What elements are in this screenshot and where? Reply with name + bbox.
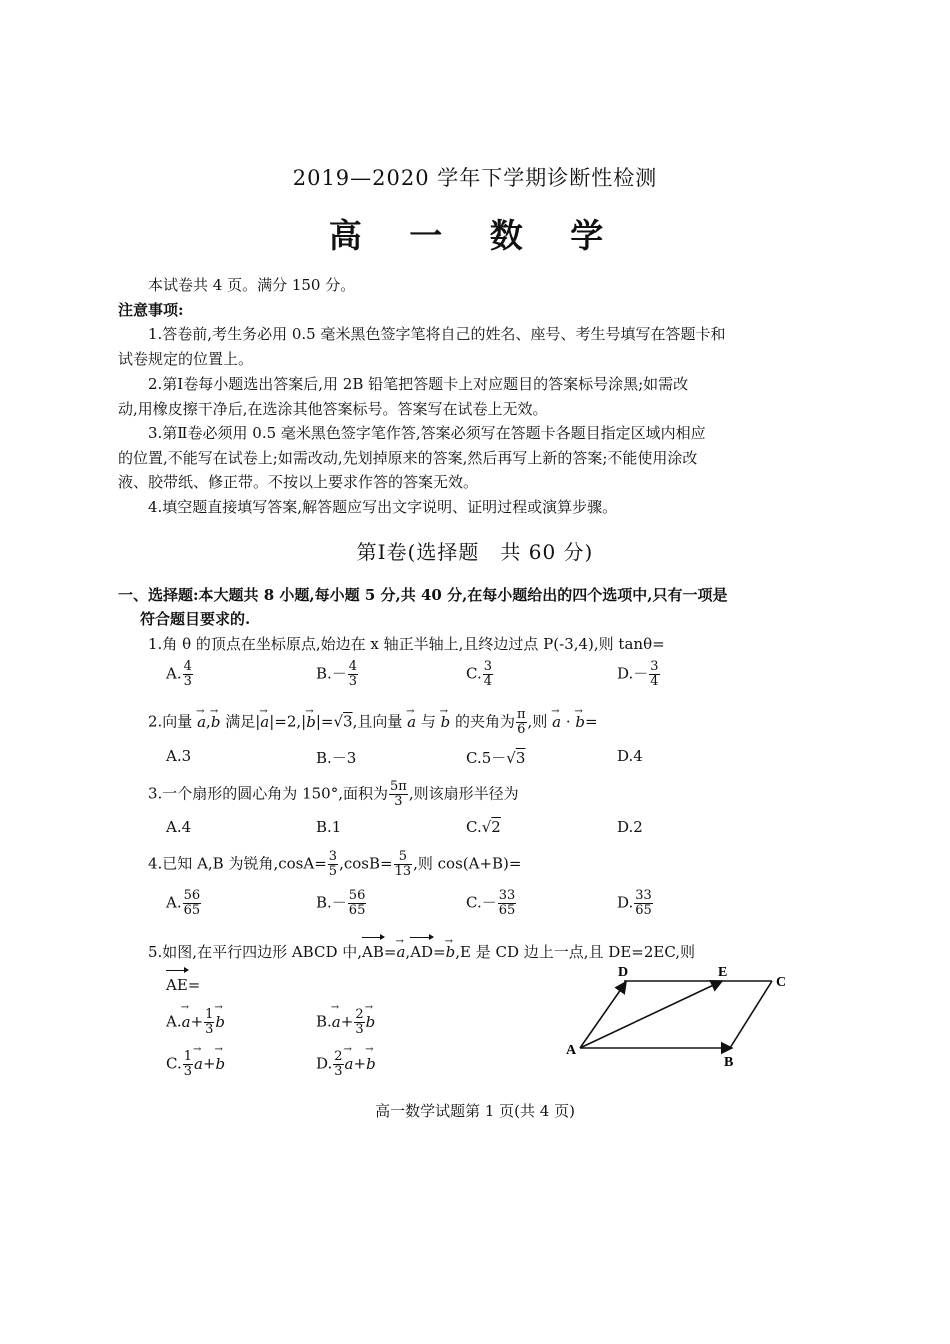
fraction-numerator: 3 — [483, 659, 492, 674]
fraction-denominator: 13 — [394, 864, 412, 879]
vertex-label-b: B — [724, 1055, 734, 1070]
plus-sign: + — [353, 1054, 367, 1073]
fraction-numerator: 4 — [183, 659, 192, 674]
q2-text-9: = — [584, 712, 598, 731]
vector-b: → b — [575, 710, 585, 735]
parallelogram-figure — [560, 960, 800, 1070]
q2-text-7: 的夹角为 — [450, 712, 515, 731]
vector-ad-arrow — [580, 982, 626, 1048]
q3-option-a: A.4 — [166, 818, 192, 836]
q2-option-d: D.4 — [617, 747, 643, 765]
q2-text-4: |= — [315, 712, 334, 731]
q4-option-d — [617, 889, 654, 918]
page-footer: 高一数学试题第 1 页(共 4 页) — [375, 1102, 575, 1120]
subject-title: 高 一 数 学 — [328, 216, 622, 255]
fraction-numerator: 5π — [389, 779, 407, 794]
q2-text-5: ,且向量 — [352, 712, 408, 731]
fraction-numerator: 1 — [205, 1007, 214, 1022]
q4-text-3: ,则 cos(A+B)= — [413, 854, 522, 873]
vector-a: → a — [552, 710, 561, 735]
q5-option-b-fraction — [354, 1008, 364, 1037]
q2-angle-fraction — [516, 708, 527, 737]
q1-option-b-fraction — [348, 660, 358, 689]
vector-b: → b — [366, 1055, 376, 1073]
q5-option-b — [316, 1008, 375, 1037]
q2-text-8: ,则 — [527, 712, 553, 731]
fraction-numerator: 33 — [635, 888, 652, 903]
q4-text-1: 4.已知 A,B 为锐角,cosA= — [148, 854, 327, 873]
fraction-denominator: 4 — [650, 674, 659, 689]
note-1-line-1: 1.答卷前,考生务必用 0.5 毫米黑色签字笔将自己的姓名、座号、考生号填写在答题卡和 — [148, 325, 726, 343]
fraction-numerator: 3 — [328, 849, 338, 864]
q4-option-b-fraction — [348, 889, 367, 918]
q4-cosA-fraction — [328, 850, 338, 879]
fraction-denominator: 6 — [517, 722, 526, 737]
plus-sign: + — [202, 1054, 216, 1073]
fraction-denominator: 65 — [183, 903, 201, 918]
q5-text-4: ,E 是 CD 边上一点,且 DE=2EC,则 — [455, 943, 696, 961]
q1-option-d-prefix: D.－ — [617, 664, 649, 683]
q4-option-d-prefix: D. — [617, 893, 634, 912]
fraction-denominator: 3 — [348, 674, 358, 689]
q3-option-d: D.2 — [617, 818, 643, 836]
q4-option-c — [466, 889, 517, 918]
q2-text-6: 与 — [416, 712, 441, 731]
vector-b: → b — [441, 710, 451, 735]
fraction-denominator: 3 — [183, 674, 192, 689]
q2-option-c-sqrt: 3 — [515, 749, 526, 767]
q5-option-c-prefix: C. — [166, 1054, 182, 1073]
fraction-denominator: 3 — [205, 1022, 214, 1037]
note-3-line-3: 液、胶带纸、修正带。不按以上要求作答的答案无效。 — [118, 473, 479, 491]
vector-AD: AD — [410, 940, 433, 965]
fraction-denominator: 3 — [334, 1064, 343, 1079]
q2-option-c: C.5－√3 — [466, 749, 526, 767]
fraction-denominator: 3 — [394, 794, 403, 809]
fraction-denominator: 5 — [328, 864, 338, 879]
q3-option-c: C.√2 — [466, 818, 501, 836]
fraction-denominator: 65 — [498, 903, 516, 918]
vector-b: → b — [211, 710, 221, 735]
q5-option-d — [316, 1050, 376, 1079]
q5-option-a — [166, 1008, 225, 1037]
notes-title: 注意事项: — [118, 301, 184, 319]
q5-option-a-prefix: A. — [166, 1012, 182, 1031]
q1-option-b — [316, 660, 359, 689]
exam-summary: 本试卷共 4 页。满分 150 分。 — [148, 276, 356, 294]
q4-option-a — [166, 889, 202, 918]
note-2-line-1: 2.第Ⅰ卷每小题选出答案后,用 2B 铅笔把答题卡上对应题目的答案标号涂黑;如需改 — [148, 375, 689, 393]
vector-b: → b — [216, 1055, 226, 1073]
q1-option-c — [466, 660, 494, 689]
q3-stem — [148, 780, 519, 809]
vector-b: → b — [366, 1013, 376, 1031]
fraction-numerator: 1 — [183, 1049, 192, 1064]
fraction-numerator: 5 — [394, 850, 413, 865]
vector-a: → a — [396, 940, 405, 965]
section-1-instruction-line-2: 符合题目要求的. — [140, 610, 251, 628]
note-3-line-2: 的位置,不能写在试卷上;如需改动,先划掉原来的答案,然后再写上新的答案;不能使用涂改 — [118, 449, 698, 467]
q2-sqrt-value: 3 — [343, 712, 353, 731]
fraction-numerator: 4 — [348, 659, 358, 674]
vertex-label-d: D — [618, 965, 629, 980]
note-1-line-2: 试卷规定的位置上。 — [118, 350, 254, 368]
q5-option-c-fraction — [183, 1050, 193, 1079]
q3-option-c-prefix: C. — [466, 818, 482, 836]
q2-option-a: A.3 — [166, 747, 192, 765]
vertex-label-c: C — [776, 975, 787, 990]
q1-option-d — [617, 660, 661, 689]
q2-stem: 2.向量 → a,→ b 满足|→ a|=2,|→ b|=√3,且向量 → a 与 → b 的夹角为 $\frac{\pi}{6}$ ,则 → a · → b= — [148, 708, 598, 737]
vector-a: → a — [197, 710, 206, 735]
side-cb — [730, 981, 772, 1048]
q3-option-c-sqrt: 2 — [491, 818, 501, 836]
q1-option-a — [166, 660, 194, 689]
fraction-denominator: 65 — [635, 903, 652, 918]
vector-AB: AB — [362, 940, 384, 965]
plus-sign: + — [340, 1012, 354, 1031]
q5-option-c — [166, 1050, 225, 1079]
fraction-numerator: 33 — [498, 888, 516, 903]
exam-title: 2019—2020 学年下学期诊断性检测 — [292, 166, 658, 190]
q2-text-3: |=2,| — [269, 712, 307, 731]
q4-option-c-fraction — [498, 889, 517, 918]
q5-text-5: = — [187, 976, 201, 994]
note-4: 4.填空题直接填写答案,解答题应写出文字说明、证明过程或演算步骤。 — [148, 498, 618, 516]
fraction-numerator: 2 — [355, 1007, 364, 1022]
q1-option-c-prefix: C. — [466, 664, 482, 683]
q3-text-2: ,则该扇形半径为 — [408, 784, 519, 803]
q4-option-b-prefix: B.－ — [316, 893, 347, 912]
q2-option-c-prefix: C.5－ — [466, 749, 507, 767]
vector-b: → b — [215, 1013, 225, 1031]
q4-option-b — [316, 889, 367, 918]
fraction-denominator: 4 — [483, 674, 492, 689]
q5-option-a-fraction — [204, 1008, 214, 1037]
q5-stem-line-2 — [166, 973, 200, 998]
q2-text-2: 满足| — [220, 712, 261, 731]
q1-option-b-prefix: B.－ — [316, 664, 347, 683]
fraction-denominator: 3 — [183, 1064, 192, 1079]
vector-a: → a — [407, 710, 416, 735]
fraction-numerator: π — [517, 707, 526, 722]
vector-a: → a — [194, 1055, 203, 1073]
q5-text-2: = — [383, 943, 397, 961]
q1-option-a-fraction — [183, 660, 193, 689]
note-3-line-1: 3.第Ⅱ卷必须用 0.5 毫米黑色签字笔作答,答案必须写在答题卡各题目指定区域内相应 — [148, 424, 706, 442]
q5-text-2b: = — [433, 943, 446, 961]
vector-b: → b — [306, 710, 316, 735]
fraction-denominator: 3 — [355, 1022, 364, 1037]
q2-option-b: B.－3 — [316, 749, 357, 767]
q1-option-a-prefix: A. — [166, 664, 182, 683]
q4-option-a-prefix: A. — [166, 893, 182, 912]
note-2-line-2: 动,用橡皮擦干净后,在选涂其他答案标号。答案写在试卷上无效。 — [118, 400, 548, 418]
vector-a: → a — [332, 1013, 341, 1031]
vector-b: → b — [446, 940, 456, 965]
fraction-numerator: 56 — [183, 888, 201, 903]
vector-a: → a — [345, 1055, 354, 1073]
vertex-label-e: E — [718, 965, 728, 980]
fraction-numerator: 56 — [348, 888, 366, 903]
vector-AE: AE — [166, 973, 188, 998]
fraction-numerator: 2 — [334, 1049, 343, 1064]
q5-option-d-fraction — [333, 1050, 343, 1079]
q4-option-a-fraction — [183, 889, 202, 918]
q5-option-d-prefix: D. — [316, 1054, 333, 1073]
q5-text-3: , — [405, 943, 411, 961]
q4-stem — [148, 850, 521, 879]
fraction-numerator: 3 — [650, 659, 659, 674]
vertex-label-a: A — [566, 1043, 577, 1058]
q1-option-d-fraction — [649, 660, 659, 689]
q3-text-1: 3.一个扇形的圆心角为 150°,面积为 — [148, 784, 388, 803]
plus-sign: + — [190, 1012, 204, 1031]
vector-ae-arrow — [580, 981, 722, 1048]
q2-text-1: 2.向量 — [148, 712, 198, 731]
q3-option-b: B.1 — [316, 818, 342, 836]
fraction-denominator: 65 — [348, 903, 366, 918]
q2-dot: · — [561, 712, 576, 731]
section-1-title: 第Ⅰ卷(选择题 共 60 分) — [356, 540, 594, 564]
q5-option-b-prefix: B. — [316, 1012, 332, 1031]
q5-text-1: 5.如图,在平行四边形 ABCD 中, — [148, 943, 363, 961]
q4-text-2: ,cosB= — [339, 854, 393, 873]
q1-stem: 1.角 θ 的顶点在坐标原点,始边在 x 轴正半轴上,且终边过点 P(-3,4),则 tanθ= — [148, 635, 665, 653]
q4-option-c-prefix: C.－ — [466, 893, 497, 912]
q1-option-c-fraction — [483, 660, 493, 689]
vector-a: → a — [260, 710, 269, 735]
q3-area-fraction — [389, 780, 408, 809]
vector-a: → a — [182, 1013, 191, 1031]
q4-option-d-fraction — [634, 889, 653, 918]
q4-cosB-fraction — [394, 850, 413, 879]
q2-comma: , — [206, 712, 211, 731]
section-1-instruction-line-1: 一、选择题:本大题共 8 小题,每小题 5 分,共 40 分,在每小题给出的四个选项中,只有一项是 — [118, 586, 728, 604]
